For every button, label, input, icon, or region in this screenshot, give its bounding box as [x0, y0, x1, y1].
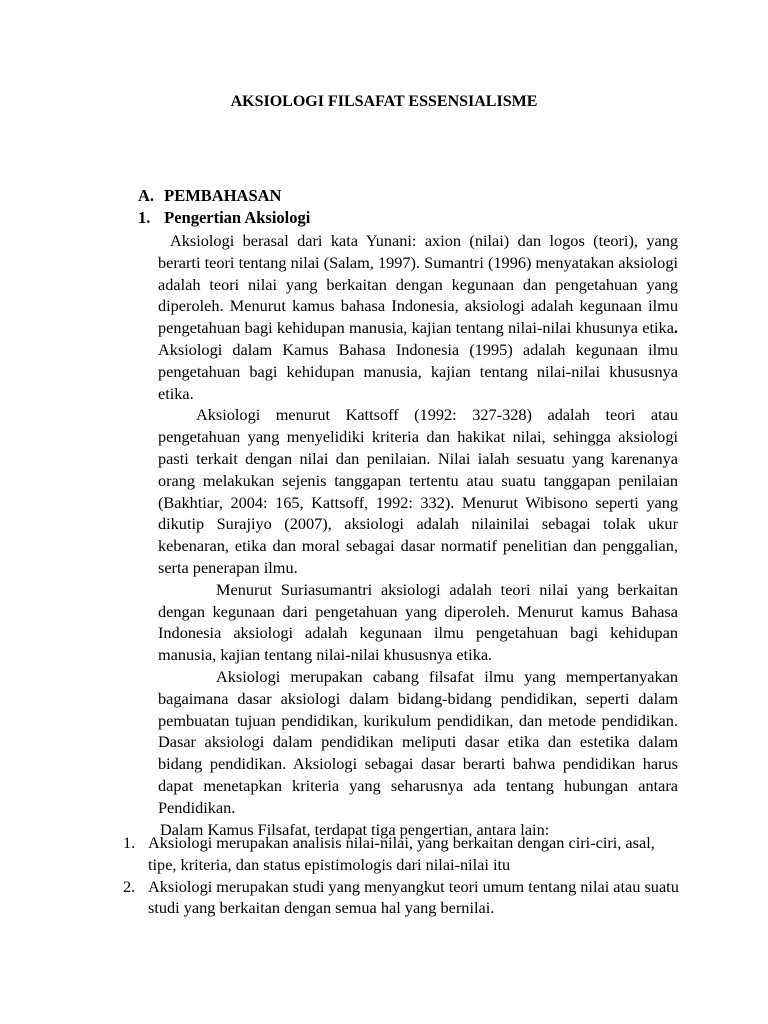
list-item — [123, 876, 683, 920]
paragraph — [158, 230, 678, 404]
document-title: AKSIOLOGI FILSAFAT ESSENSIALISME — [230, 93, 538, 110]
paragraph — [158, 666, 678, 819]
list-item — [123, 832, 683, 876]
section-number: A. — [138, 186, 155, 205]
list-item-number: 1. — [123, 833, 136, 852]
body-text — [158, 230, 678, 840]
numbered-list — [123, 832, 683, 919]
list-item-number: 2. — [123, 876, 136, 896]
section-heading — [138, 185, 281, 206]
list-item-text: Aksiologi merupakan analisis nilai-nilai, yang berkaitan dengan ciri-ciri, asal, tipe, kriteria, dan status epistimologis dari nilai-nilai itu — [148, 833, 655, 874]
subsection-label: Pengertian Aksiologi — [164, 208, 311, 227]
paragraph-text: Menurut Suriasumantri aksiologi adalah teori nilai yang berkaitan dengan kegunaan dari pengetahuan yang diperoleh. Menurut kamus Bahasa Indonesia aksiologi adalah kegunaan ilmu pengetahuan bagi kehidupan manusia, kajian tentang nilai-nilai khususnya etika. — [158, 579, 678, 665]
paragraph — [158, 404, 678, 578]
paragraph-text: Aksiologi menurut Kattsoff (1992: 327-328) adalah teori atau pengetahuan yang menyelidiki kriteria dan hakikat nilai, sehingga aksiologi pasti terkait dengan nilai dan penilaian. Nilai ialah sesuatu yang karenanya orang melakukan sejenis tanggapan tertentu atau suatu tanggapan penilaian (Bakhtiar, 2004: 165, Kattsoff, 1992: 332). Menurut Wibisono seperti yang dikutip Surajiyo (2007), aksiologi adalah nilainilai sebagai tolak ukur kebenaran, etika dan moral sebagai dasar normatif penelitian dan penggalian, serta penerapan ilmu. — [158, 405, 678, 577]
paragraph-text: Aksiologi berasal dari kata Yunani: axion (nilai) dan logos (teori), yang berarti teori tentang nilai (Salam, 1997). Sumantri (1996) menyatakan aksiologi adalah teori nilai yang berkaitan dengan kegunaan dan pengetahuan yang diperoleh. Menurut kamus bahasa Indonesia, aksiologi adalah kegunaan ilmu pengetahuan bagi kehidupan manusia, kajian tentang nilai-nilai khusunya etika — [158, 231, 678, 338]
paragraph-text: Aksiologi merupakan cabang filsafat ilmu yang mempertanyakan bagaimana dasar aksiologi dalam bidang-bidang pendidikan, seperti dalam pembuatan tujuan pendidikan, kurikulum pendidikan, dan metode pendidikan. Dasar aksiologi dalam pendidikan meliputi dasar etika dan estetika dalam bidang pendidikan. Aksiologi sebagai dasar berarti bahwa pendidikan harus dapat menetapkan kriteria yang seharusnya ada tentang hubungan antara Pendidikan. — [158, 666, 678, 817]
subsection-number: 1. — [138, 208, 151, 227]
section-label: PEMBAHASAN — [164, 186, 282, 205]
list-item-text: Aksiologi merupakan studi yang menyangkut teori umum tentang nilai atau suatu studi yang berkaitan dengan semua hal yang bernilai. — [148, 876, 679, 918]
paragraph-text: Dalam Kamus Filsafat, terdapat tiga pengertian, antara lain: — [160, 819, 550, 839]
paragraph-bold-period: . — [673, 318, 678, 338]
paragraph — [158, 579, 678, 666]
subsection-heading — [138, 207, 310, 228]
paragraph-text-tail: Aksiologi dalam Kamus Bahasa Indonesia (1995) adalah kegunaan ilmu pengetahuan bagi kehidupan manusia, kajian tentang nilai-nilai khususnya etika. — [158, 339, 678, 403]
